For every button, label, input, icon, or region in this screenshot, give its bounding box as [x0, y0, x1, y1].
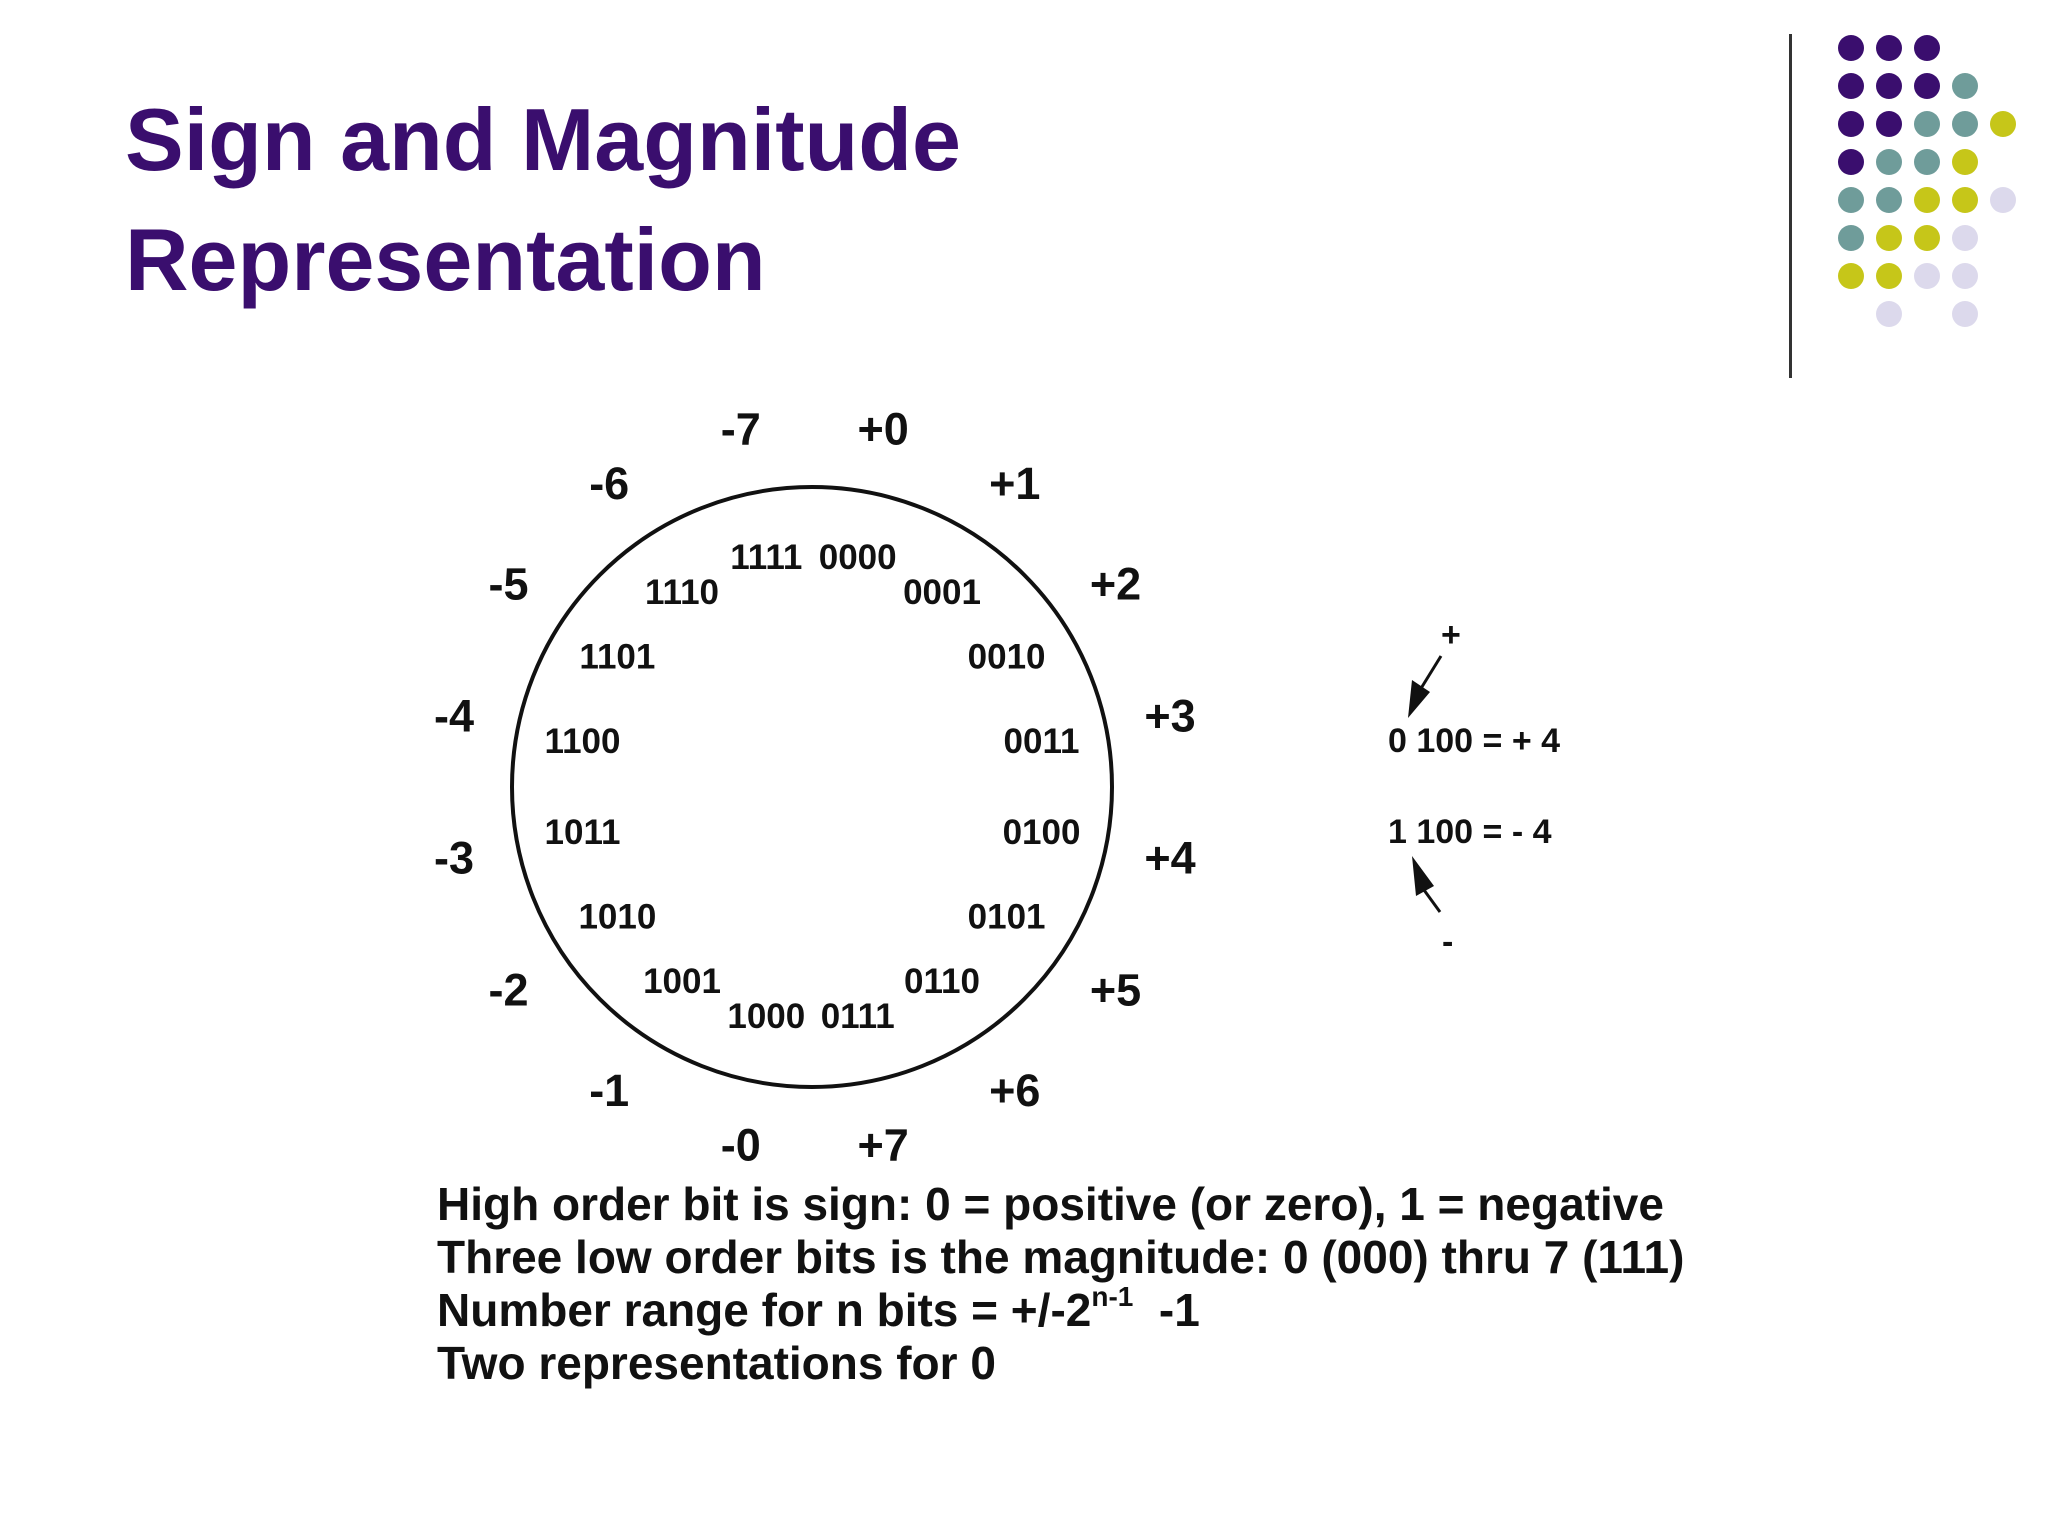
signed-value-label: -2 [488, 964, 529, 1016]
bit-pattern-label: 0100 [1002, 813, 1081, 853]
bit-pattern-label: 0111 [820, 997, 895, 1036]
signed-value-label: +3 [1144, 690, 1196, 742]
signed-value-label: -3 [433, 832, 475, 884]
bit-pattern-label: 0110 [904, 962, 980, 1002]
note-sign-bit: High order bit is sign: 0 = positive (or zero), 1 = negative [437, 1178, 1664, 1230]
range-suffix: -1 [1133, 1284, 1200, 1336]
range-prefix: Number range for n bits = +/-2 [437, 1284, 1092, 1336]
note-two-zeros: Two representations for 0 [437, 1337, 996, 1389]
plus-sign-label: + [1441, 616, 1461, 654]
signed-value-label: -6 [589, 458, 630, 509]
signed-value-label: +5 [1089, 964, 1142, 1016]
title-line-2: Representation [125, 210, 766, 309]
signed-value-label: -5 [488, 558, 529, 610]
signed-value-label: +4 [1144, 832, 1196, 884]
bit-pattern-label: 1111 [730, 538, 803, 577]
range-exponent: n-1 [1091, 1281, 1134, 1312]
minus-arrow-shaft [1424, 890, 1440, 912]
explanation-notes [437, 1178, 1684, 1390]
signed-value-label: -7 [720, 403, 761, 455]
bit-pattern-label: 1010 [578, 897, 657, 937]
signed-value-label: -1 [589, 1065, 630, 1116]
note-magnitude-bits: Three low order bits is the magnitude: 0 (000) thru 7 (111) [437, 1231, 1685, 1283]
bit-pattern-label: 0010 [967, 637, 1046, 677]
signed-value-label: +0 [857, 403, 909, 455]
bit-pattern-label: 0000 [818, 538, 897, 577]
positive-example: 0 100 = + 4 [1388, 722, 1561, 760]
number-wheel-circle [512, 487, 1112, 1087]
bit-pattern-label: 1101 [579, 637, 656, 677]
bit-pattern-label: 1011 [544, 813, 621, 853]
bit-pattern-label: 1000 [727, 997, 806, 1036]
signed-value-label: +1 [989, 458, 1041, 509]
signed-value-label: +6 [989, 1065, 1041, 1116]
signed-value-label: +2 [1089, 558, 1142, 610]
bit-pattern-label: 1100 [544, 721, 621, 761]
bit-pattern-label: 0101 [967, 897, 1046, 937]
minus-arrow-head [1412, 856, 1434, 896]
plus-arrow-head [1408, 680, 1430, 718]
signed-value-label: -0 [720, 1119, 761, 1171]
negative-example: 1 100 = - 4 [1388, 813, 1552, 851]
title-line-1: Sign and Magnitude [125, 90, 961, 189]
bit-pattern-label: 0001 [903, 572, 981, 612]
plus-arrow-shaft [1420, 656, 1441, 690]
bit-pattern-label: 0011 [1003, 721, 1080, 761]
note-number-range [437, 1281, 1684, 1337]
bit-pattern-label: 1110 [645, 572, 719, 612]
signed-value-label: -4 [433, 690, 475, 742]
signed-value-label: +7 [857, 1119, 909, 1171]
minus-sign-label: - [1442, 923, 1454, 961]
bit-pattern-label: 1001 [643, 962, 721, 1002]
